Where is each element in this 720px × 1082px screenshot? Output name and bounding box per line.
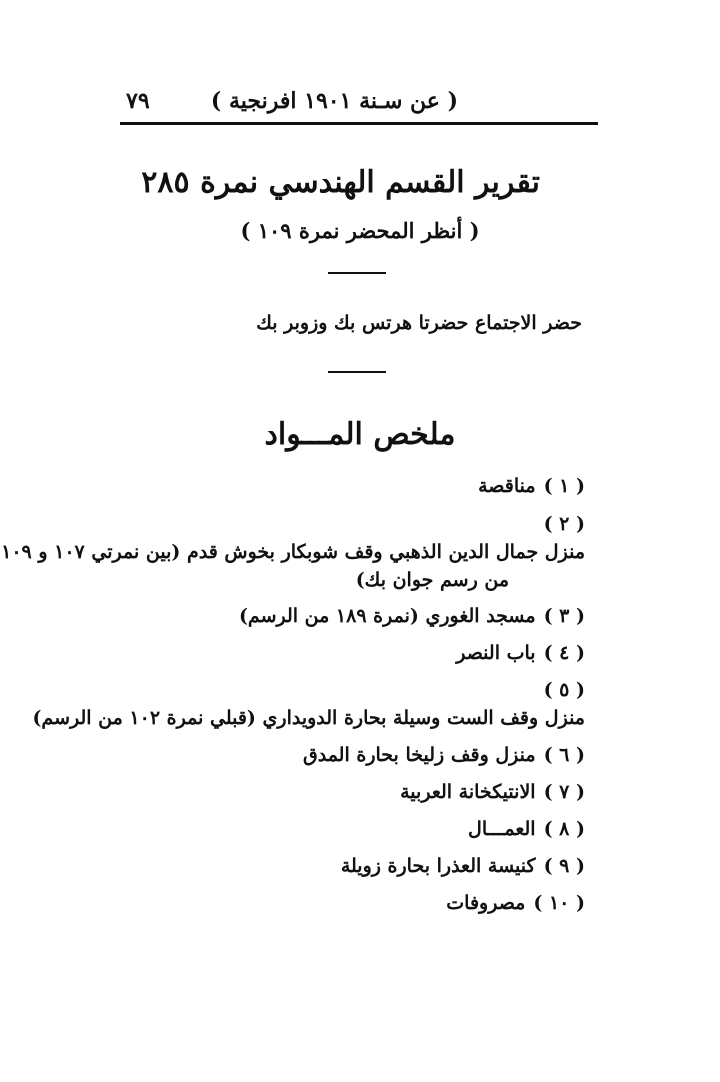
item-number: ( ٧ ) [543,781,585,803]
item-text: كنيسة العذرا بحارة زويلة [340,855,536,877]
report-title: تقرير القسم الهندسي نمرة ٢٨٥ [141,165,540,200]
item-number: ( ٤ ) [543,642,585,664]
list-item [115,815,585,843]
item-text: العمـــال [468,818,536,840]
item-number: ( ١ ) [543,475,585,497]
attendance-line: حضر الاجتماع حضرتا هرتس بك وزوبر بك [256,312,582,334]
list-item [32,676,585,732]
item-number: ( ١٠ ) [533,892,585,914]
items-list [1,472,585,917]
item-text: منزل وقف زليخا بحارة المدق [302,744,536,766]
summary-heading: ملخص المـــواد [264,417,456,452]
list-item [115,472,585,500]
report-subtitle: ( أنظر المحضر نمرة ١٠٩ ) [240,218,480,243]
item-number: ( ٢ ) [543,513,585,535]
list-item [115,852,585,880]
item-number: ( ٩ ) [543,855,585,877]
section-divider [328,371,386,373]
item-text: منزل جمال الدين الذهبي وقف شوبكار بخوش قدم (بين نمرتي ١٠٧ و ١٠٩ [1,541,585,563]
item-number: ( ٦ ) [543,744,585,766]
list-item [115,741,585,769]
item-number: ( ٨ ) [543,818,585,840]
list-item [115,602,585,630]
item-text: مصروفات [446,892,526,914]
item-text: منزل وقف الست وسيلة بحارة الدويداري (قبلي نمرة ١٠٢ من الرسم) [32,707,585,729]
item-text-continuation: من رسم جوان بك) [355,569,509,591]
item-text: مناقصة [478,475,536,497]
list-item [1,510,585,594]
page-header [120,86,598,120]
header-rule [120,122,598,125]
section-divider [328,272,386,274]
running-title: ( عن سـنة ١٩٠١ افرنجية ) [210,88,458,114]
item-text: باب النصر [456,642,536,664]
item-number: ( ٣ ) [543,605,585,627]
item-text: مسجد الغوري (نمرة ١٨٩ من الرسم) [238,605,536,627]
list-item [115,889,585,917]
item-text: الانتيكخانة العربية [400,781,536,803]
page-number: ٧٩ [126,88,150,114]
list-item [115,639,585,667]
item-number: ( ٥ ) [543,679,585,701]
list-item [115,778,585,806]
